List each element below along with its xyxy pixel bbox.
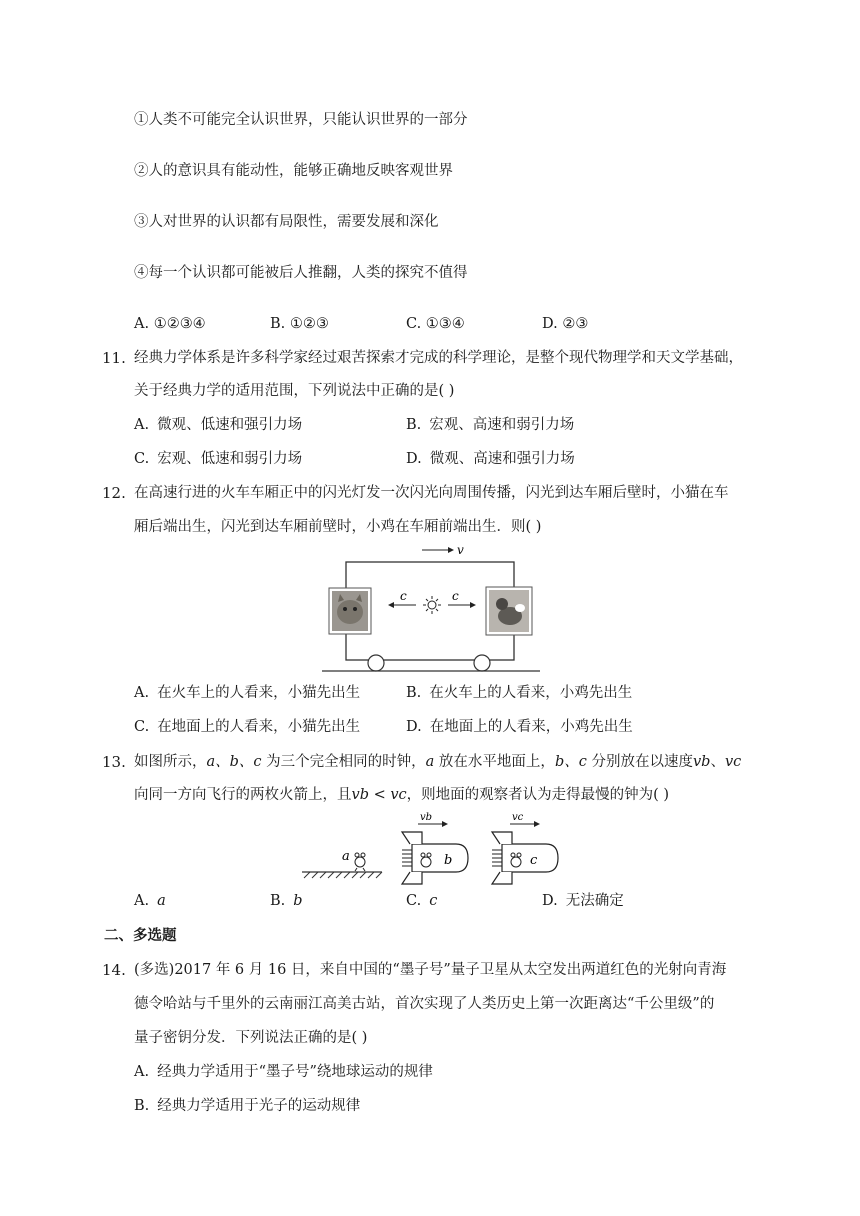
rocket-c-label: c	[530, 853, 538, 868]
clock-a-label: a	[342, 849, 350, 864]
rocket-b-velocity-label: vb	[420, 812, 433, 823]
statement-2: ②人的意识具有能动性，能够正确地反映客观世界	[134, 163, 453, 179]
q13-number: 13.	[102, 753, 126, 771]
statement-4: ④每一个认识都可能被后人推翻，人类的探究不值得	[134, 265, 468, 281]
wheel-left	[368, 655, 384, 671]
light-speed-right-label: c	[452, 589, 459, 603]
q13-option-a: A. a	[134, 893, 166, 909]
q12-option-b: B. 在火车上的人看来，小鸡先出生	[406, 685, 633, 701]
q14-stem-line2: 德令哈站与千里外的云南丽江高美古站，首次实现了人类历史上第一次距离达“千公里级”的	[134, 996, 715, 1012]
wheel-right	[474, 655, 490, 671]
q13-option-d: D. 无法确定	[542, 893, 624, 909]
q11-option-c: C. 宏观、低速和弱引力场	[134, 451, 303, 467]
light-speed-left-label: c	[400, 589, 407, 603]
rocket-c-velocity-label: vc	[512, 812, 524, 823]
rocket-b-label: b	[444, 853, 453, 868]
rocket-b-icon	[402, 832, 468, 884]
rocket-c-icon	[492, 832, 558, 884]
clocks-rockets-figure	[298, 808, 564, 886]
q12-option-d: D. 在地面上的人看来，小鸡先出生	[406, 719, 633, 735]
q11-stem-line1: 经典力学体系是许多科学家经过艰苦探索才完成的科学理论，是整个现代物理学和天文学基础，	[134, 350, 743, 366]
q14-option-a: A. 经典力学适用于“墨子号”绕地球运动的规律	[134, 1064, 433, 1080]
q11-option-d: D. 微观、高速和强引力场	[406, 451, 575, 467]
flash-icon	[423, 596, 441, 614]
q11-stem-line2: 关于经典力学的适用范围，下列说法中正确的是( )	[134, 383, 455, 399]
q12-number: 12.	[102, 484, 126, 502]
train-figure	[318, 538, 544, 676]
q13-option-b: B. b	[270, 893, 303, 909]
section-heading: 二、多选题	[104, 927, 177, 944]
statement-1: ①人类不可能完全认识世界，只能认识世界的一部分	[134, 112, 468, 128]
q13-option-c: C. c	[406, 893, 438, 909]
q12-stem-line2: 厢后端出生，闪光到达车厢前壁时，小鸡在车厢前端出生．则( )	[134, 519, 542, 535]
q10-option-d: D. ②③	[542, 316, 589, 332]
q12-option-c: C. 在地面上的人看来，小猫先出生	[134, 719, 361, 735]
q14-stem-line1: (多选)2017 年 6 月 16 日，来自中国的“墨子号”量子卫星从太空发出两道红色的光射向青海	[134, 962, 727, 978]
q10-option-b: B. ①②③	[270, 316, 329, 332]
q11-option-b: B. 宏观、高速和弱引力场	[406, 417, 575, 433]
velocity-label: v	[457, 543, 464, 557]
q11-option-a: A. 微观、低速和强引力场	[134, 417, 303, 433]
q13-stem-line2: 向同一方向飞行的两枚火箭上，且vb < vc，则地面的观察者认为走得最慢的钟为( )	[134, 787, 670, 803]
q13-stem-line1: 如图所示，a、b、c 为三个完全相同的时钟，a 放在水平地面上，b、c 分别放在以速度vb、vc	[134, 754, 742, 770]
statement-3: ③人对世界的认识都有局限性，需要发展和深化	[134, 214, 439, 230]
q12-option-a: A. 在火车上的人看来，小猫先出生	[134, 685, 361, 701]
q14-stem-line3: 量子密钥分发．下列说法正确的是( )	[134, 1030, 368, 1046]
clock-a-icon	[355, 853, 365, 871]
q14-option-b: B. 经典力学适用于光子的运动规律	[134, 1098, 361, 1114]
q10-option-a: A. ①②③④	[134, 316, 206, 332]
q12-stem-line1: 在高速行进的火车车厢正中的闪光灯发一次闪光向周围传播，闪光到达车厢后壁时，小猫在车	[134, 485, 729, 501]
q10-option-c: C. ①③④	[406, 316, 465, 332]
q11-number: 11.	[102, 349, 126, 367]
q14-number: 14.	[102, 961, 126, 979]
